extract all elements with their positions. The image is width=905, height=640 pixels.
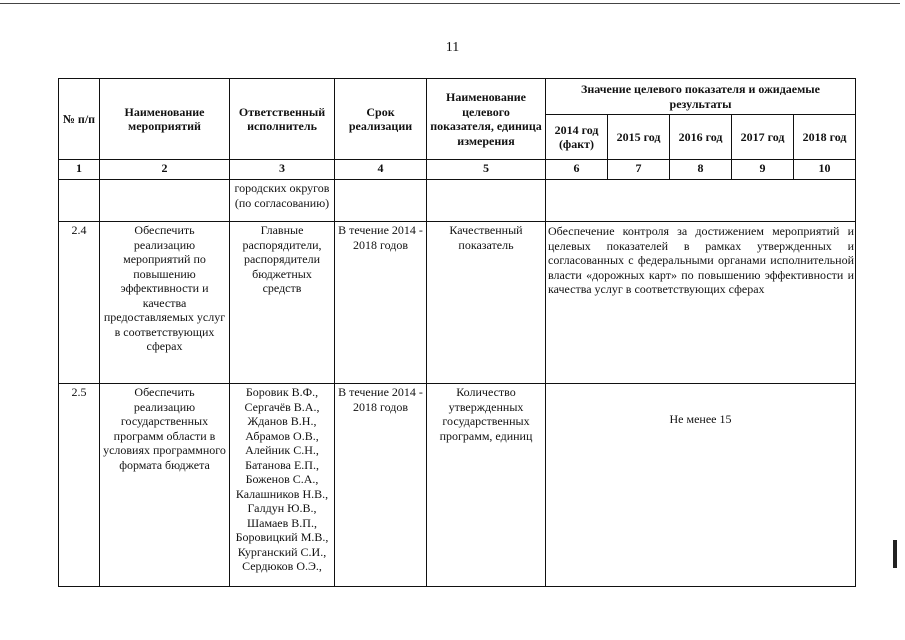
row-executor: Боровик В.Ф., Сергачёв В.А., Жданов В.Н., Абрамов О.В., Алейник С.Н., Батанова Е.П., Боженов С.А., Калашников Н.В., Галдун Ю.В., Шамаев В.П., Боровицкий М.В., Курганский С.И., Сердюков О.Э., — [230, 384, 335, 587]
row-name — [100, 180, 230, 222]
header-executor: Ответственный исполнитель — [230, 79, 335, 160]
column-number: 5 — [427, 160, 546, 180]
row-period — [335, 180, 427, 222]
page-top-border — [0, 3, 900, 4]
column-number: 7 — [608, 160, 670, 180]
header-year-2015: 2015 год — [608, 115, 670, 160]
row-num: 2.5 — [59, 384, 100, 587]
column-number: 3 — [230, 160, 335, 180]
header-year-2018: 2018 год — [794, 115, 856, 160]
header-value-group: Значение целевого показателя и ожидаемые результаты — [546, 79, 856, 115]
row-executor: городских округов (по согласованию) — [230, 180, 335, 222]
row-period: В течение 2014 - 2018 годов — [335, 384, 427, 587]
row-name: Обеспечить реализацию мероприятий по повышению эффективности и качества предоставляемых услуг в соответствующих сферах — [100, 222, 230, 384]
column-number: 1 — [59, 160, 100, 180]
header-year-2014: 2014 год (факт) — [546, 115, 608, 160]
column-number: 10 — [794, 160, 856, 180]
column-number: 6 — [546, 160, 608, 180]
column-number-row — [59, 160, 856, 180]
row-executor: Главные распорядители, распорядители бюджетных средств — [230, 222, 335, 384]
header-year-2017: 2017 год — [732, 115, 794, 160]
page-number: 11 — [445, 40, 460, 55]
row-result: Обеспечение контроля за достижением мероприятий и целевых показателей в рамках утвержденных и согласованных с федеральными органами исполнительной власти «дорожных карт» по повышению эффективности и качества услуг в соответствующих сферах — [546, 222, 856, 384]
header-period: Срок реализации — [335, 79, 427, 160]
column-number: 2 — [100, 160, 230, 180]
row-period: В течение 2014 - 2018 годов — [335, 222, 427, 384]
header-num: № п/п — [59, 79, 100, 160]
table-row — [59, 180, 856, 222]
column-number: 4 — [335, 160, 427, 180]
row-num: 2.4 — [59, 222, 100, 384]
table-row — [59, 222, 856, 384]
row-result — [546, 180, 856, 222]
row-num — [59, 180, 100, 222]
scan-margin-mark — [893, 540, 897, 568]
header-name: Наименование мероприятий — [100, 79, 230, 160]
header-year-2016: 2016 год — [670, 115, 732, 160]
row-indicator: Качественный показатель — [427, 222, 546, 384]
row-indicator: Количество утвержденных государственных программ, единиц — [427, 384, 546, 587]
column-number: 8 — [670, 160, 732, 180]
column-number: 9 — [732, 160, 794, 180]
header-indicator: Наименование целевого показателя, единица измерения — [427, 79, 546, 160]
table-row — [59, 384, 856, 587]
measures-table — [58, 78, 856, 587]
row-result: Не менее 15 — [546, 384, 856, 587]
row-indicator — [427, 180, 546, 222]
row-name: Обеспечить реализацию государственных программ области в условиях программного формата бюджета — [100, 384, 230, 587]
